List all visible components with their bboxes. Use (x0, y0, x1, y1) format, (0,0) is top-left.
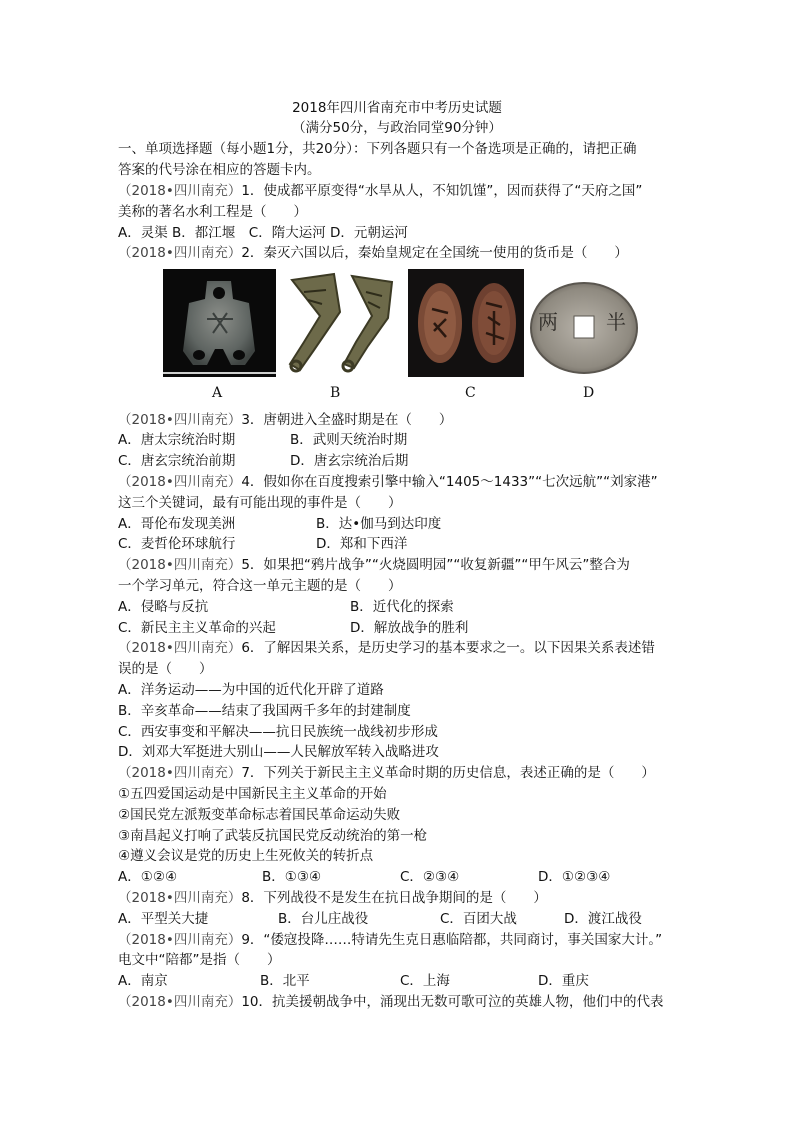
question-stem: 9．“倭寇投降……特请先生克日惠临陪都，共同商讨，事关国家大计。” (241, 932, 663, 948)
question-4-stem-cont: 这三个关键词，最有可能出现的事件是（ ） (118, 495, 402, 511)
option-c: C．上海 (400, 973, 450, 989)
question-8 (118, 888, 547, 908)
statement-2: ②国民党左派叛变革命标志着国民革命运动失败 (118, 807, 401, 823)
coin-image-c (408, 269, 524, 377)
option-b: B．北平 (260, 973, 310, 989)
knife-coin-icon (282, 272, 406, 374)
option-c: C．麦哲伦环球航行 (118, 536, 236, 552)
source-tag: （2018•四川南充） (118, 994, 242, 1010)
question-9-stem-cont: 电文中“陪都”是指（ ） (118, 952, 281, 968)
question-9 (118, 930, 662, 950)
question-5 (118, 555, 630, 575)
option-a: A．哥伦布发现美洲 (118, 516, 236, 532)
source-tag: （2018•四川南充） (118, 245, 242, 261)
option-b: B．辛亥革命——结束了我国两千多年的封建制度 (118, 703, 411, 719)
option-b: B．近代化的探索 (350, 599, 454, 615)
option-d: D．重庆 (538, 973, 589, 989)
question-7 (118, 763, 655, 783)
option-a: A．①②④ (118, 869, 178, 885)
question-stem: 1．使成都平原变得“水旱从人，不知饥馑”，因而获得了“天府之国” (241, 183, 643, 199)
question-4 (118, 472, 658, 492)
question-5-stem-cont: 一个学习单元，符合这一单元主题的是（ ） (118, 578, 402, 594)
image-label-b: B (330, 385, 341, 401)
question-6-stem-cont: 误的是（ ） (118, 661, 213, 677)
image-label-a: A (212, 385, 223, 401)
source-tag: （2018•四川南充） (118, 932, 242, 948)
source-tag: （2018•四川南充） (118, 640, 242, 656)
option-b: B．①③④ (262, 869, 322, 885)
question-1-options: A．灵渠 B．都江堰 C．隋大运河 D．元朝运河 (118, 225, 408, 241)
option-d: D．唐玄宗统治后期 (290, 453, 409, 469)
question-1-stem-cont: 美称的著名水利工程是（ ） (118, 204, 307, 220)
question-10 (118, 992, 664, 1012)
question-stem: 8．下列战役不是发生在抗日战争期间的是（ ） (241, 890, 547, 906)
source-tag: （2018•四川南充） (118, 765, 242, 781)
option-d: D．渡江战役 (564, 911, 642, 927)
option-c: C．新民主主义革命的兴起 (118, 620, 276, 636)
question-1 (118, 181, 642, 201)
option-a: A．洋务运动——为中国的近代化开辟了道路 (118, 682, 384, 698)
option-c: C．西安事变和平解决——抗日民族统一战线初步形成 (118, 724, 438, 740)
source-tag: （2018•四川南充） (118, 474, 242, 490)
question-stem: 3．唐朝进入全盛时期是在（ ） (241, 412, 453, 428)
question-6 (118, 638, 655, 658)
statement-3: ③南昌起义打响了武装反抗国民党反动统治的第一枪 (118, 828, 428, 844)
question-stem: 5．如果把“鸦片战争”“火烧圆明园”“收复新疆”“甲午风云”整合为 (241, 557, 630, 573)
image-label-d: D (583, 385, 595, 401)
source-tag: （2018•四川南充） (118, 183, 242, 199)
coin-image-b (282, 272, 406, 374)
option-c: C．②③④ (400, 869, 460, 885)
source-tag: （2018•四川南充） (118, 412, 242, 428)
option-b: B．达•伽马到达印度 (316, 516, 442, 532)
question-stem: 7．下列关于新民主主义革命时期的历史信息，表述正确的是（ ） (241, 765, 655, 781)
option-d: D．郑和下西洋 (316, 536, 408, 552)
option-a: A．平型关大捷 (118, 911, 209, 927)
option-d: D．解放战争的胜利 (350, 620, 469, 636)
coin-image-a (163, 269, 276, 377)
question-stem: 6．了解因果关系，是历史学习的基本要求之一。以下因果关系表述错 (241, 640, 655, 656)
ant-nose-coin-icon (408, 269, 524, 377)
source-tag: （2018•四川南充） (118, 557, 242, 573)
option-a: A．侵略与反抗 (118, 599, 209, 615)
page-subtitle: （满分50分，与政治同堂90分钟） (292, 120, 502, 136)
section-heading: 一、单项选择题（每小题1分，共20分）：下列各题只有一个备选项是正确的，请把正确 (118, 141, 637, 157)
option-d: D．刘邓大军挺进大别山——人民解放军转入战略进攻 (118, 744, 439, 760)
option-a: A．唐太宗统治时期 (118, 432, 236, 448)
section-heading-cont: 答案的代号涂在相应的答题卡内。 (118, 162, 321, 178)
option-b: B．台儿庄战役 (278, 911, 369, 927)
page-title: 2018年四川省南充市中考历史试题 (292, 100, 502, 116)
question-3 (118, 410, 452, 430)
question-stem: 4．假如你在百度搜索引擎中输入“1405～1433”“七次远航”“刘家港” (241, 474, 658, 490)
image-label-c: C (465, 385, 476, 401)
option-b: B．武则天统治时期 (290, 432, 408, 448)
option-c: C．唐玄宗统治前期 (118, 453, 236, 469)
option-c: C．百团大战 (440, 911, 517, 927)
option-d: D．①②③④ (538, 869, 611, 885)
question-2 (118, 243, 628, 263)
spade-coin-icon (163, 269, 276, 377)
coin-image-d (528, 280, 640, 376)
source-tag: （2018•四川南充） (118, 890, 242, 906)
statement-4: ④遵义会议是党的历史上生死攸关的转折点 (118, 848, 374, 864)
question-stem: 2．秦灭六国以后，秦始皇规定在全国统一使用的货币是（ ） (241, 245, 628, 261)
coin-inscription-right: 半 (606, 310, 626, 334)
option-a: A．南京 (118, 973, 168, 989)
question-stem: 10．抗美援朝战争中，涌现出无数可歌可泣的英雄人物，他们中的代表 (241, 994, 664, 1010)
coin-inscription-left: 两 (538, 310, 558, 334)
statement-1: ①五四爱国运动是中国新民主主义革命的开始 (118, 786, 387, 802)
